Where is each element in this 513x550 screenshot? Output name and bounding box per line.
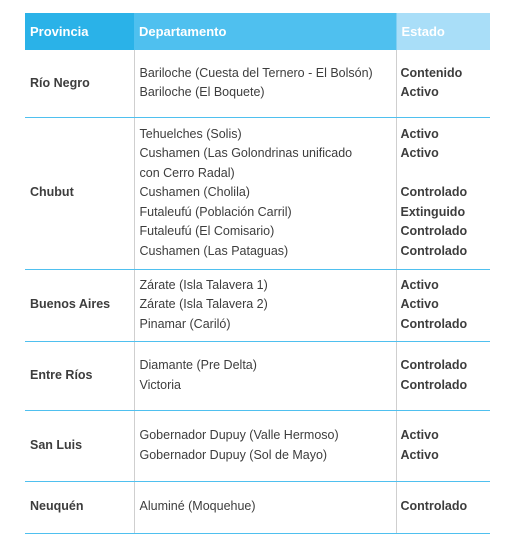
- department-cell: [134, 410, 396, 481]
- status-item: Activo: [400, 126, 439, 141]
- header-departamento: Departamento: [134, 13, 396, 50]
- department-item: Zárate (Isla Talavera 1): [139, 277, 268, 292]
- department-item: Futaleufú (Población Carril): [139, 204, 292, 219]
- status-item: Contenido: [400, 65, 463, 80]
- department-cell: [134, 117, 396, 269]
- department-item: Bariloche (Cuesta del Ternero - El Bolsón): [139, 65, 373, 80]
- department-item: Tehuelches (Solis): [139, 126, 242, 141]
- department-item: Cushamen (Cholila): [139, 185, 250, 200]
- department-item: Bariloche (El Boquete): [139, 85, 265, 100]
- status-cell: [396, 481, 490, 533]
- department-item: Victoria: [139, 377, 181, 392]
- table-row-neuquen: [25, 481, 490, 533]
- table-row-entre-rios: [25, 341, 490, 410]
- status-cell: [396, 117, 490, 269]
- table-header: [25, 13, 490, 50]
- header-estado: Estado: [396, 13, 490, 50]
- department-cell: [134, 341, 396, 410]
- status-item: Controlado: [400, 316, 468, 331]
- department-item: Diamante (Pre Delta): [139, 358, 257, 372]
- table-row-rio-negro: [25, 50, 490, 117]
- department-item: Aluminé (Moquehue): [139, 499, 256, 514]
- status-item: Controlado: [400, 243, 468, 258]
- department-cell: [134, 481, 396, 533]
- province-cell: San Luis: [25, 410, 134, 481]
- status-cell: [396, 410, 490, 481]
- fires-status-table: [25, 13, 490, 534]
- status-cell: [396, 341, 490, 410]
- province-cell: Buenos Aires: [25, 269, 134, 341]
- status-item: Activo: [400, 297, 439, 312]
- status-cell: [396, 269, 490, 341]
- fires-status-table-container: [25, 13, 490, 534]
- department-item: con Cerro Radal): [139, 165, 235, 180]
- department-item: Pinamar (Cariló): [139, 316, 231, 331]
- province-cell: Chubut: [25, 117, 134, 269]
- province-cell: Neuquén: [25, 481, 134, 533]
- table-row-buenos-aires: [25, 269, 490, 341]
- table-row-san-luis: [25, 410, 490, 481]
- department-cell: [134, 269, 396, 341]
- province-cell: Río Negro: [25, 50, 134, 117]
- status-item: Activo: [400, 428, 439, 442]
- status-cell: [396, 50, 490, 117]
- status-item: Controlado: [400, 499, 468, 514]
- status-item: Controlado: [400, 185, 468, 200]
- department-item: Futaleufú (El Comisario): [139, 224, 275, 239]
- department-item: Gobernador Dupuy (Sol de Mayo): [139, 447, 328, 462]
- header-provincia: Provincia: [25, 13, 134, 50]
- status-item: Activo: [400, 277, 439, 292]
- department-item: Zárate (Isla Talavera 2): [139, 297, 268, 312]
- status-item: [401, 164, 491, 184]
- department-cell: [134, 50, 396, 117]
- department-item: Cushamen (Las Golondrinas unificado: [139, 146, 353, 161]
- province-cell: Entre Ríos: [25, 341, 134, 410]
- department-item: Cushamen (Las Pataguas): [139, 243, 289, 258]
- status-item: Controlado: [400, 358, 468, 372]
- status-item: Extinguido: [400, 204, 466, 219]
- status-item: Controlado: [400, 224, 468, 239]
- status-item: Controlado: [400, 377, 468, 392]
- table-row-chubut: [25, 117, 490, 269]
- department-item: Gobernador Dupuy (Valle Hermoso): [139, 428, 339, 442]
- status-item: Activo: [400, 447, 439, 462]
- status-item: Activo: [400, 85, 439, 100]
- status-item: Activo: [400, 146, 439, 161]
